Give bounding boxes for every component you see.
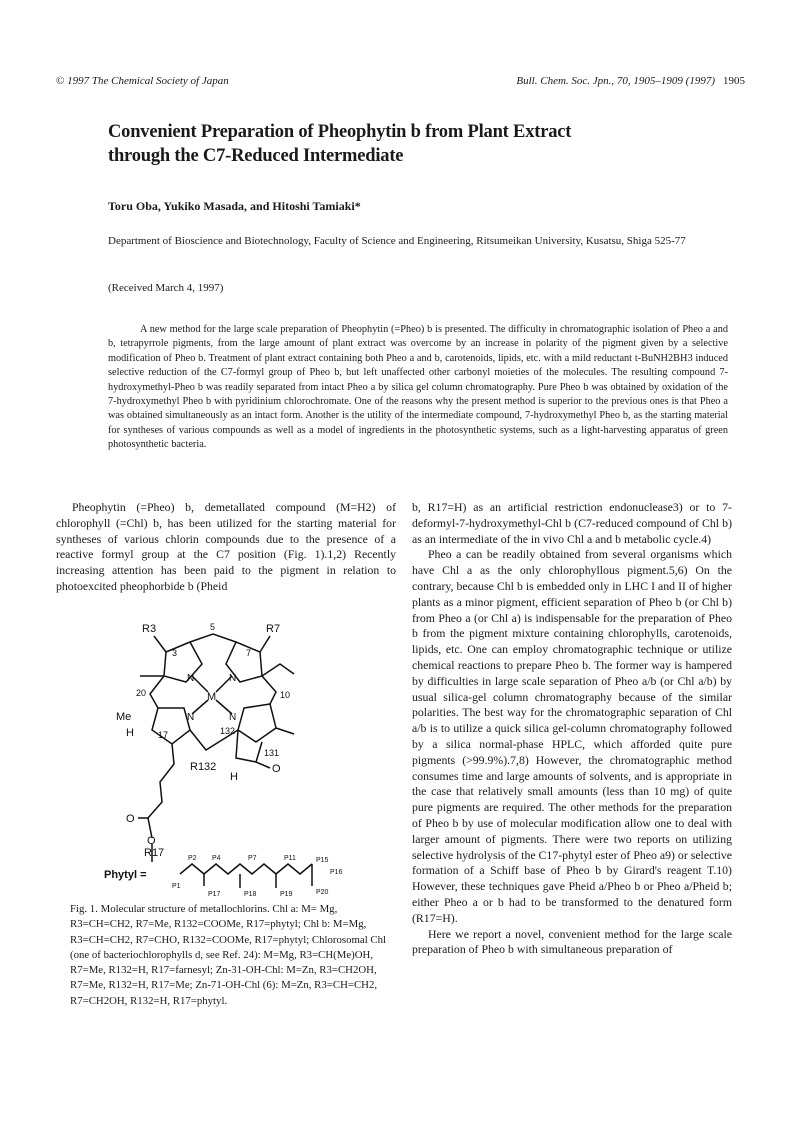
label-7: 7 xyxy=(246,648,252,658)
journal-copyright: 1997 The Chemical Society of Japan xyxy=(67,75,229,87)
right-column xyxy=(412,500,732,958)
page-number: 1905 xyxy=(723,75,745,87)
label-p7: P7 xyxy=(248,855,257,862)
figure-1-structure xyxy=(80,612,380,897)
label-r7: R7 xyxy=(266,623,281,635)
label-p4: P4 xyxy=(212,855,221,862)
label-h17: H xyxy=(126,727,134,739)
label-h132: H xyxy=(230,771,238,783)
label-ester-o: O xyxy=(147,835,156,847)
article-title xyxy=(108,120,728,168)
label-n-b: N xyxy=(229,673,237,684)
citation: Bull. Chem. Soc. Jpn., 70, 1905–1909 (1997) xyxy=(516,75,715,87)
paragraph-continuation: b, R17=H) as an artificial restriction endonuclease3) or to 7-deformyl-7-hydroxymethyl-Chl b (C7-reduced compound of Chl b) as an intermediate of the in vivo Chl a and b metabolic cycle.4) xyxy=(412,500,732,546)
label-r17: R17 xyxy=(144,847,165,859)
affiliation: Department of Bioscience and Biotechnology, Faculty of Science and Engineering, Ritsumeikan University, Kusatsu, Shiga 525-77 xyxy=(108,235,686,247)
label-5: 5 xyxy=(210,622,216,632)
label-p2: P2 xyxy=(188,855,197,862)
label-p18: P18 xyxy=(244,891,257,897)
label-r132: R132 xyxy=(190,761,217,773)
label-me: Me xyxy=(116,711,132,723)
left-column xyxy=(56,500,396,595)
label-17: 17 xyxy=(158,730,169,740)
label-132: 132 xyxy=(220,726,236,736)
chlorin-structure-diagram xyxy=(80,612,380,897)
label-3: 3 xyxy=(172,648,178,658)
paragraph-pheo-a: Pheo a can be readily obtained from several organisms which have Chl a as the only chlorophyllous pigment.5,6) On the contrary, because Chl b is embedded only in LHC I and II of higher plants as a minor pigment, efficient separation of Pheo b (or Chl b) from Pheo a (or Chl a) is indispensable for the preparation of Pheo b from the pigment mixture containing chlorophylls, carotenoids, lipids, etc. One can employ chromatographic technique or utilize chemical reactions to prepare Pheo b. The former way is hampered by difficulties in large scale separation of Pheo a/b (or Chl a/b) by usual silica-gel column chromatography because of the similar polarities. The best way for the chromatographic separation of Chl a/b is to utilize a quick silica gel-column chromatography followed by a silica normal-phase HPLC, which afforded quite pure pigments (>99.9%).7,8) However, the chromatographic method consumes time and large amounts of solvents, and is appropriate in the case that relatively small amounts (less than 10 mg) of quite pure pigments are required. The other methods for the preparation of Pheo b by use of molecular modification allow one to deal with larger amount of pigments. There were two reports on utilizing selective hydrolysis of the C17-phytyl ester of Pheo a9) or selective formation of a Schiff base of Pheo b by Girard's reagent T.10) However, these techniques gave Pheid a/Pheo b or Pheo a/Pheid b; either Pheo a or b had to be transformed to the denatured form (R17=H). xyxy=(412,547,732,925)
title-line-1: Convenient Preparation of Pheophytin b from Plant Extract xyxy=(108,122,572,142)
label-10: 10 xyxy=(280,690,291,700)
label-p16: P16 xyxy=(330,869,343,876)
label-n-c: N xyxy=(229,712,237,723)
copyright-symbol: © xyxy=(56,75,65,87)
ring-a xyxy=(164,642,202,682)
received-date: (Received March 4, 1997) xyxy=(108,282,224,294)
caption-text: Molecular structure of metallochlorins. Chl a: M= Mg, R3=CH=CH2, R7=Me, R132=COOMe, R17=phytyl; Chl b: M=Mg, R3=CH=CH2, R7=CHO, R132=COOMe, R17=phytyl; Chlorosomal Chl (one of bacteriochlorophylls d, see Ref. 24): M=Mg, R3=CH(Me)OH, R7=Me, R132=H, R17=farnesyl; Zn-31-OH-Chl: M=Zn, R3=CH2OH, R7=Me, R132=H, R17=Me; Zn-71-OH-Chl (6): M=Zn, R3=CH=CH2, R7=CH2OH, R132=H, R17=phytyl. xyxy=(70,903,386,1007)
abstract: A new method for the large scale preparation of Pheophytin (=Pheo) b is presented. The difficulty in chromatographic isolation of Pheo a and b, tetrapyrrole pigments, from the large amount of plant extract was overcome by an increase in polarity of the pigment given by a selective modification of Pheo b. Treatment of plant extract containing both Pheo a and b, carotenoids, lipids, etc. with a mild reductant t-BuNH2BH3 induced selective reduction of the C7-formyl group of Pheo b, but left unaffected other carbonyl moieties of the molecules. The resulting compound 7-hydroxymethyl-Pheo b was readily separated from intact Pheo a by silica gel column chromatography. Pure Pheo b was obtained by oxidation of the 7-hydroxymethyl Pheo b with pyridinium chlorochromate. One of the reasons why the present method is superior to the previous ones is that Pheo a was obtained simultaneously as an intact form. Another is the utility of the intermediate compound, 7-hydroxymethyl Pheo b, as the starting material for syntheses of various compounds as well as a model of ingredients in the photosynthetic systems, such as a light-harvesting apparatus of green photosynthetic bacteria. xyxy=(108,324,728,451)
title-line-2: through the C7-Reduced Intermediate xyxy=(108,146,404,166)
figure-caption xyxy=(70,902,400,1009)
paragraph-novel-method: Here we report a novel, convenient method for the large scale preparation of Pheo b with simultaneous preparation of xyxy=(412,926,732,957)
running-header-left xyxy=(56,75,229,87)
label-oxo: O xyxy=(272,763,281,775)
authors: Toru Oba, Yukiko Masada, and Hitoshi Tamiaki* xyxy=(108,199,361,213)
label-p17: P17 xyxy=(208,891,221,897)
phytyl-label: Phytyl = xyxy=(104,869,147,881)
label-p11: P11 xyxy=(284,855,296,862)
label-20: 20 xyxy=(136,688,147,698)
ring-c xyxy=(238,704,276,742)
label-r3: R3 xyxy=(142,623,157,635)
label-p15: P15 xyxy=(316,857,329,864)
label-n-a: N xyxy=(187,673,195,684)
label-n-d: N xyxy=(187,712,195,723)
label-carbonyl-o: O xyxy=(126,813,135,825)
intro-paragraph: Pheophytin (=Pheo) b, demetallated compound (M=H2) of chlorophyll (=Chl) b, has been utilized for the starting material for syntheses of various chlorin compounds due to the presence of a reactive formyl group at the C7 position (Fig. 1).1,2) Recently increasing attention has been paid to the pigment in relation to photoexcited pheophorbide b (Pheid xyxy=(56,500,396,593)
label-131: 131 xyxy=(264,748,280,758)
label-metal: M xyxy=(207,691,217,703)
label-p1: P1 xyxy=(172,883,181,890)
label-p20: P20 xyxy=(316,889,329,896)
caption-lead: Fig. 1. xyxy=(70,903,98,915)
label-p19: P19 xyxy=(280,891,293,897)
running-header-right xyxy=(516,75,745,87)
